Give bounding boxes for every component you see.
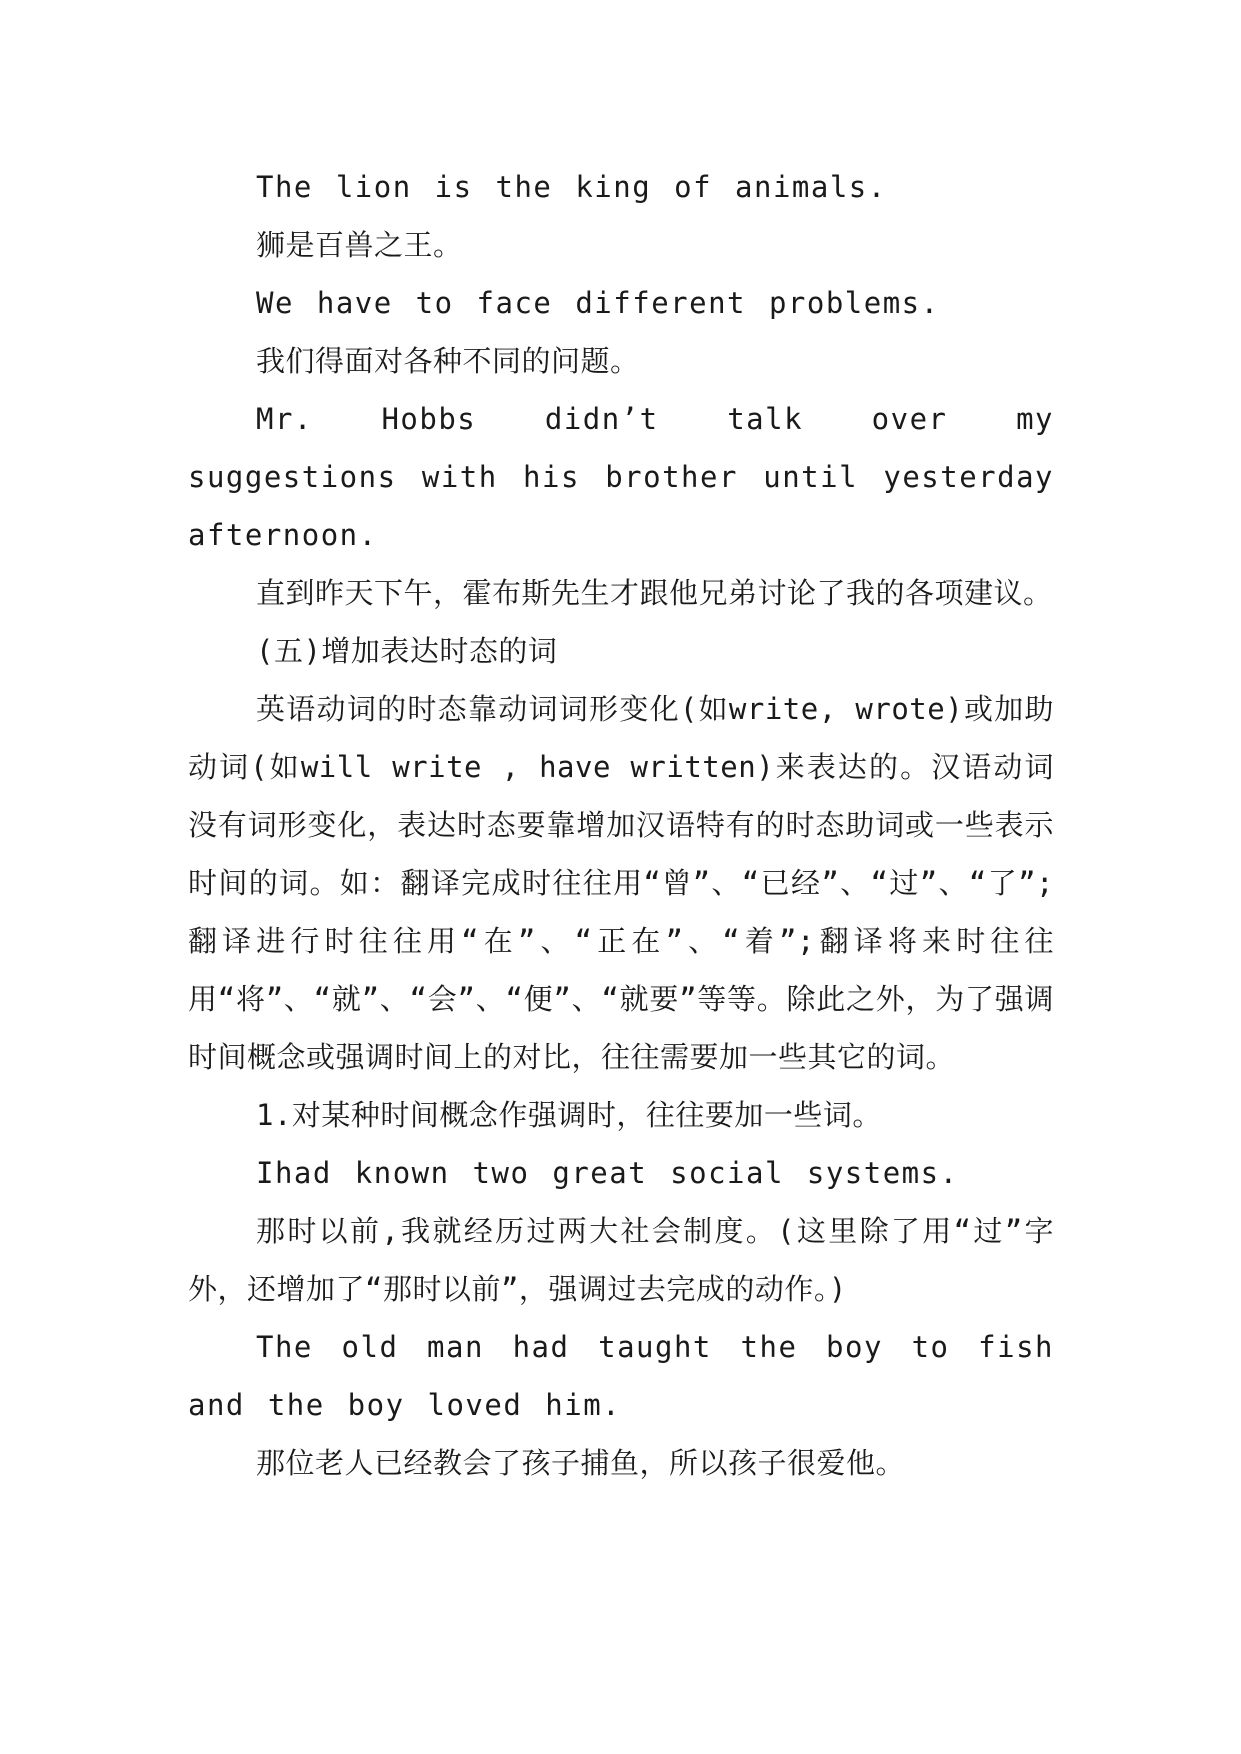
translation-social-systems: 那时以前,我就经历过两大社会制度。(这里除了用“过”字外，还增加了“那时以前”，强调过去完成的动作。) <box>188 1214 1054 1306</box>
example-english-lion: The lion is the king of animals. <box>256 170 887 204</box>
example-english-social-systems: Ihad known two great social systems. <box>256 1156 959 1190</box>
example-english-hobbs: Mr. Hobbs didn’t talk over my suggestions with his brother until yesterday afternoon. <box>188 402 1054 552</box>
section-heading-tense: (五)增加表达时态的词 <box>256 634 558 668</box>
translation-problems: 我们得面对各种不同的问题。 <box>256 344 640 378</box>
example-english-old-man: The old man had taught the boy to fish and the boy loved him. <box>188 1330 1054 1422</box>
document-page <box>188 158 1054 1492</box>
body-paragraph-tense: 英语动词的时态靠动词词形变化(如write, wrote)或加助动词(如will write , have written)来表达的。汉语动词没有词形变化，表达时态要靠增加汉语特有的时态助词或一些表示时间的词。如：翻译完成时往往用“曾”、“已经”、“过”、“了”;翻译进行时往往用“在”、“正在”、“着”;翻译将来时往往用“将”、“就”、“会”、“便”、“就要”等等。除此之外，为了强调时间概念或强调时间上的对比，往往需要加一些其它的词。 <box>188 692 1054 1074</box>
translation-hobbs: 直到昨天下午，霍布斯先生才跟他兄弟讨论了我的各项建议。 <box>256 576 1053 610</box>
translation-old-man: 那位老人已经教会了孩子捕鱼，所以孩子很爱他。 <box>256 1446 906 1480</box>
translation-lion: 狮是百兽之王。 <box>256 228 463 262</box>
example-english-problems: We have to face different problems. <box>256 286 940 320</box>
subheading-time-emphasis: 1.对某种时间概念作强调时，往往要加一些词。 <box>256 1098 882 1132</box>
